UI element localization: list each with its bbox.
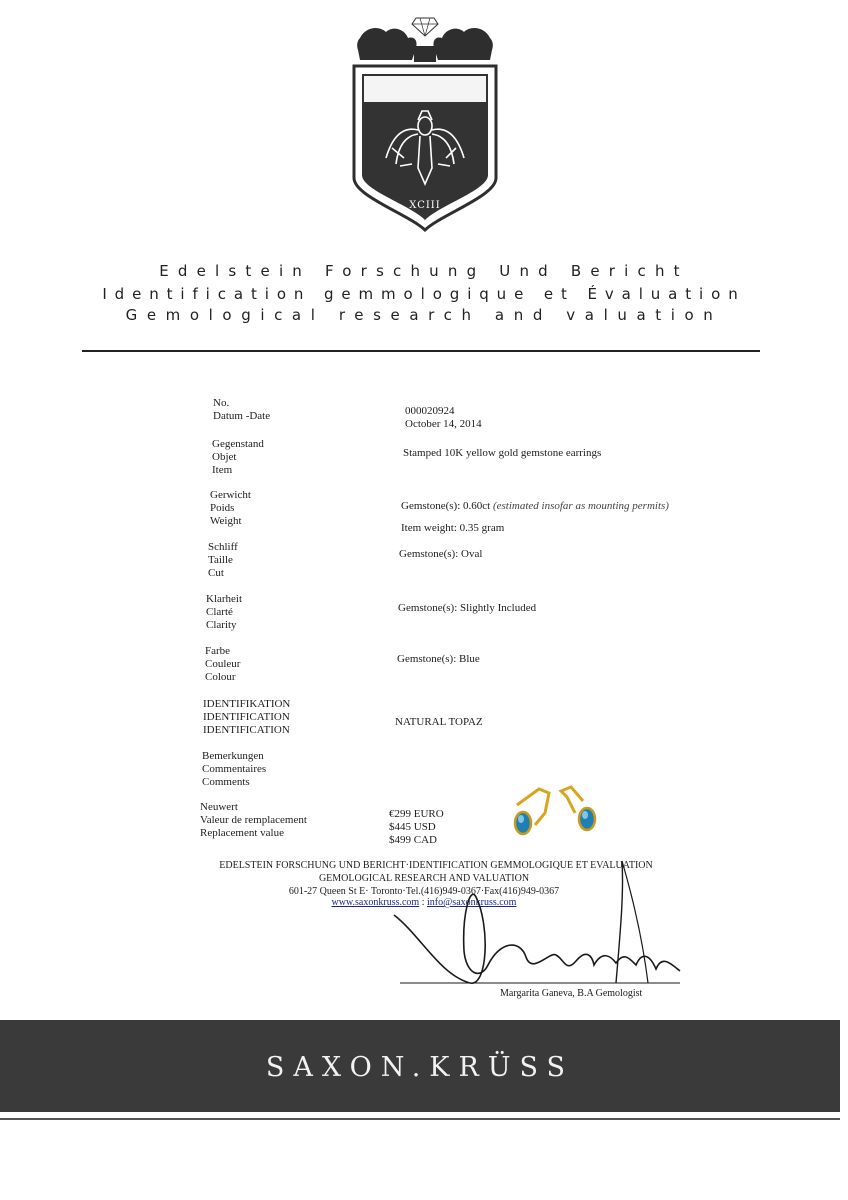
label-fr: Couleur <box>205 658 241 670</box>
footer-links: www.saxonkruss.com : info@saxonkruss.com <box>331 897 517 908</box>
certificate-number: 000020924 <box>405 405 455 417</box>
footer-address: 601-27 Queen St E· Toronto·Tel.(416)949-0367·Fax(416)949-0367 <box>288 886 560 897</box>
label-de: Schliff <box>208 541 238 553</box>
label-de: Bemerkungen <box>202 750 264 762</box>
crest-emblem <box>352 8 498 238</box>
label-en: IDENTIFICATION <box>203 724 290 736</box>
item-labels <box>212 438 264 477</box>
cut-labels <box>208 541 238 580</box>
label-de: Gegenstand <box>212 438 264 450</box>
label-de: Neuwert <box>200 801 238 813</box>
item-value: Stamped 10K yellow gold gemstone earrings <box>403 447 602 459</box>
cut-value: Gemstone(s): Oval <box>399 548 483 560</box>
website-link[interactable]: www.saxonkruss.com <box>331 897 420 908</box>
label-de: Farbe <box>205 645 231 657</box>
signature <box>380 855 700 995</box>
label-fr: Clarté <box>206 606 233 618</box>
bottom-rule <box>0 1118 840 1120</box>
label-de: Klarheit <box>206 593 243 605</box>
earrings-photo <box>505 783 605 843</box>
email-link[interactable]: info@saxonkruss.com <box>426 897 517 908</box>
label-fr: IDENTIFICATION <box>203 711 290 723</box>
label-en: Item <box>212 464 233 476</box>
header-french: Identification gemmologique et Évaluation <box>102 285 746 303</box>
label-fr: Poids <box>210 502 235 514</box>
label-fr: Commentaires <box>202 763 267 775</box>
weight-labels <box>210 489 251 528</box>
clarity-labels <box>206 593 242 632</box>
label-fr: Objet <box>212 451 237 463</box>
number-label: No. <box>213 397 230 409</box>
header-english: Gemological research and valuation <box>125 306 723 324</box>
date-label: Datum -Date <box>213 410 271 422</box>
colour-value: Gemstone(s): Blue <box>397 653 480 665</box>
label-en: Cut <box>208 567 224 579</box>
label-en: Clarity <box>206 619 237 631</box>
brand-name: SAXON.KRÜSS <box>265 1052 575 1083</box>
signatory-name: Margarita Ganeva, B.A Gemologist <box>500 988 643 999</box>
number-date-labels <box>213 397 270 423</box>
label-fr: Taille <box>208 554 233 566</box>
diamond-icon <box>412 18 438 36</box>
comments-labels <box>202 750 266 789</box>
footer-line-1: EDELSTEIN FORSCHUNG UND BERICHT·IDENTIFICATION GEMMOLOGIQUE ET EVALUATION <box>219 860 653 871</box>
identification-labels <box>203 698 290 737</box>
weight-note: (estimated insofar as mounting permits) <box>492 500 669 512</box>
certificate-date: October 14, 2014 <box>405 418 482 430</box>
griffins-icon <box>357 28 493 62</box>
label-de: IDENTIFIKATION <box>203 698 291 710</box>
value-cad: $499 CAD <box>389 834 437 846</box>
identification-value: NATURAL TOPAZ <box>395 716 483 728</box>
earring-left-icon <box>515 789 549 834</box>
label-en: Weight <box>210 515 242 527</box>
value-eur: €299 EURO <box>389 808 444 820</box>
header-german: Edelstein Forschung Und Bericht <box>159 262 689 280</box>
item-weight-value: Item weight: 0.35 gram <box>401 522 505 534</box>
label-en: Comments <box>202 776 250 788</box>
earring-right-icon <box>561 787 595 830</box>
replacement-values <box>389 808 444 847</box>
gem-weight-value <box>401 500 669 513</box>
label-de: Gerwicht <box>210 489 251 501</box>
clarity-value: Gemstone(s): Slightly Included <box>398 602 537 614</box>
replacement-labels <box>200 801 307 840</box>
footer-line-2: GEMOLOGICAL RESEARCH AND VALUATION <box>318 873 530 884</box>
gem-weight: Gemstone(s): 0.60ct <box>401 500 491 512</box>
header-divider <box>82 350 760 352</box>
value-usd: $445 USD <box>389 821 436 833</box>
colour-labels <box>205 645 240 684</box>
label-en: Colour <box>205 671 236 683</box>
label-en: Replacement value <box>200 827 284 839</box>
crest-numeral: XCIII <box>409 200 441 211</box>
label-fr: Valeur de remplacement <box>200 814 307 826</box>
